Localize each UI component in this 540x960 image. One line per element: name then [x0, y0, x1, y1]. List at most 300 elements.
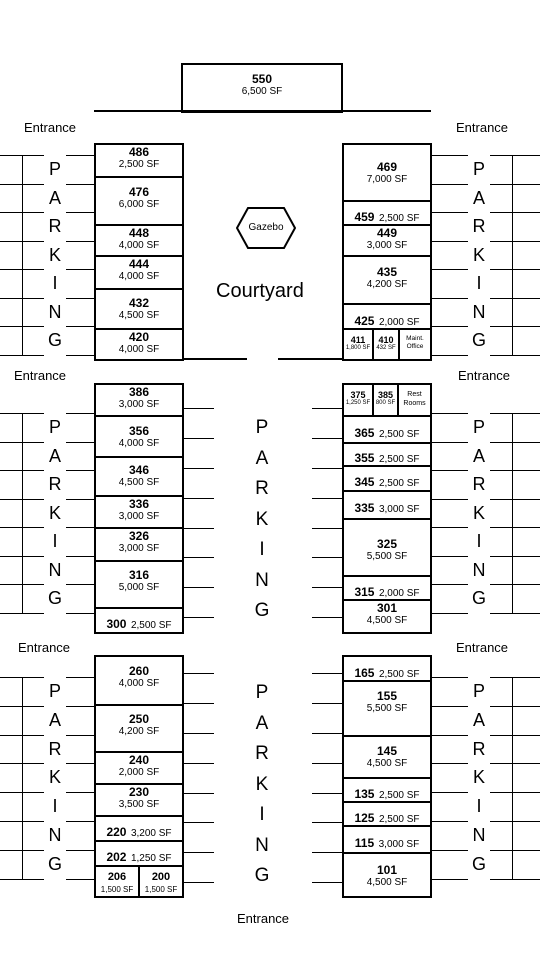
stall-line — [66, 821, 94, 822]
parking-letter: A — [48, 445, 61, 466]
unit-sf: 6,000 SF — [118, 199, 160, 210]
unit-number: 386 — [128, 385, 150, 399]
parking-letter: I — [259, 539, 265, 560]
stall-line — [490, 470, 540, 471]
unit-425[interactable] — [342, 303, 432, 330]
unit-385[interactable] — [372, 383, 399, 417]
parking-letter: N — [472, 559, 486, 580]
stall-line — [66, 155, 94, 156]
unit-449[interactable] — [342, 224, 432, 257]
parking-letter: K — [48, 767, 61, 788]
stall-line — [184, 468, 214, 469]
unit-sf: 2,000 SF — [378, 317, 420, 328]
unit-sf: 4,000 SF — [118, 678, 160, 689]
stall-divider — [512, 155, 513, 355]
unit-sf: 800 SF — [375, 400, 396, 406]
courtyard-bottom-wall-right — [278, 358, 342, 360]
stall-divider — [22, 155, 23, 355]
unit-sf: 2,500 SF — [378, 454, 420, 465]
unit-number: 425 — [354, 314, 375, 328]
stall-line — [490, 821, 540, 822]
parking-letter: R — [472, 738, 486, 759]
unit-250[interactable] — [94, 704, 184, 753]
unit-sf: 3,000 SF — [118, 511, 160, 522]
entrance-top-right: Entrance — [456, 120, 509, 135]
stall-line — [312, 587, 342, 588]
parking-letter: K — [255, 773, 269, 795]
parking-letter: N — [472, 825, 486, 845]
stall-line — [312, 408, 342, 409]
unit-number: 301 — [376, 601, 398, 615]
parking-letter: P — [255, 682, 269, 703]
stall-line — [184, 673, 214, 674]
stall-line — [312, 793, 342, 794]
unit-sf: 4,500 SF — [118, 310, 160, 321]
stall-line — [432, 527, 468, 528]
rest-rooms-label: Rest Rooms — [403, 391, 426, 407]
unit-316[interactable] — [94, 560, 184, 609]
stall-line — [66, 499, 94, 500]
parking-letter: K — [472, 502, 485, 523]
parking-letter: P — [48, 159, 61, 179]
stall-line — [432, 792, 468, 793]
parking-letter: N — [48, 301, 62, 322]
stall-line — [432, 850, 468, 851]
parking-letter: G — [471, 588, 486, 608]
unit-sf: 4,200 SF — [366, 279, 408, 290]
unit-230[interactable] — [94, 783, 184, 817]
stall-line — [432, 470, 468, 471]
parking-letter: G — [254, 865, 270, 886]
unit-number: 202 — [106, 850, 127, 864]
unit-number: 410 — [378, 335, 394, 345]
unit-sf: 3,200 SF — [130, 828, 172, 839]
stall-line — [490, 613, 540, 614]
stall-line — [184, 528, 214, 529]
unit-number: 155 — [376, 689, 398, 703]
courtyard-top-wall — [94, 110, 431, 112]
entrance-mid-right: Entrance — [458, 368, 511, 383]
unit-346[interactable] — [94, 456, 184, 497]
stall-line — [184, 557, 214, 558]
stall-line — [432, 821, 468, 822]
stall-line — [184, 408, 214, 409]
stall-line — [432, 706, 468, 707]
unit-number: 260 — [128, 664, 150, 678]
unit-sf: 3,000 SF — [118, 399, 160, 410]
stall-line — [0, 879, 44, 880]
stall-line — [66, 527, 94, 528]
stall-line — [184, 438, 214, 439]
unit-sf: 2,000 SF — [378, 588, 420, 599]
stall-line — [432, 442, 468, 443]
stall-line — [66, 556, 94, 557]
unit-sf: 3,000 SF — [366, 240, 408, 251]
entrance-mid-left: Entrance — [14, 368, 67, 383]
parking-letter: P — [472, 159, 485, 179]
unit-number: 459 — [354, 210, 375, 224]
unit-number: 420 — [128, 330, 150, 344]
stall-line — [432, 499, 468, 500]
maint-office-label: Maint. Office — [406, 335, 424, 350]
stall-line — [66, 735, 94, 736]
unit-550[interactable] — [181, 63, 343, 113]
unit-sf: 1,500 SF — [100, 885, 134, 894]
stall-line — [432, 584, 468, 585]
stall-line — [490, 184, 540, 185]
parking-letter: R — [48, 474, 62, 494]
parking-letter: P — [472, 681, 485, 701]
stall-line — [312, 882, 342, 883]
parking-letter: R — [48, 216, 62, 236]
unit-sf: 4,500 SF — [366, 615, 408, 626]
unit-number: 385 — [377, 390, 394, 400]
parking-letter: R — [472, 216, 486, 236]
unit-sf: 4,000 SF — [118, 271, 160, 282]
stall-line — [184, 587, 214, 588]
unit-number: 365 — [354, 426, 375, 440]
stall-line — [432, 212, 468, 213]
stall-divider — [512, 677, 513, 879]
parking-letter: P — [48, 417, 61, 437]
entrance-bottom: Entrance — [237, 911, 290, 926]
unit-459[interactable] — [342, 200, 432, 226]
unit-165[interactable] — [342, 655, 432, 682]
unit-200[interactable] — [138, 865, 184, 898]
stall-line — [184, 882, 214, 883]
stall-line — [184, 793, 214, 794]
unit-145[interactable] — [342, 735, 432, 779]
parking-letter: N — [48, 559, 62, 580]
parking-letter: N — [255, 834, 269, 856]
stall-line — [432, 155, 468, 156]
unit-number: 345 — [354, 475, 375, 489]
stall-line — [66, 326, 94, 327]
unit-sf: 4,500 SF — [366, 758, 408, 769]
parking-letter: I — [476, 531, 482, 551]
stall-line — [312, 733, 342, 734]
unit-301[interactable] — [342, 599, 432, 634]
stall-line — [0, 613, 44, 614]
unit-300[interactable] — [94, 607, 184, 634]
unit-355[interactable] — [342, 442, 432, 467]
unit-315[interactable] — [342, 575, 432, 601]
unit-number: 444 — [128, 257, 150, 271]
unit-sf: 4,000 SF — [118, 240, 160, 251]
unit-sf: 2,500 SF — [378, 213, 420, 224]
stall-line — [66, 850, 94, 851]
unit-number: 101 — [376, 863, 398, 877]
unit-356[interactable] — [94, 415, 184, 458]
stall-line — [66, 792, 94, 793]
unit-number: 115 — [354, 836, 375, 850]
unit-number: 335 — [354, 501, 375, 515]
parking-letter: K — [48, 502, 61, 523]
parking-letter: N — [48, 825, 62, 845]
stall-line — [490, 792, 540, 793]
unit-sf: 5,500 SF — [366, 551, 408, 562]
unit-sf: 7,000 SF — [366, 174, 408, 185]
unit-469[interactable] — [342, 143, 432, 202]
stall-line — [490, 355, 540, 356]
parking-letter: I — [259, 804, 265, 825]
courtyard-bottom-wall-left — [183, 358, 247, 360]
parking-letter: G — [471, 330, 486, 350]
stall-line — [490, 850, 540, 851]
unit-sf: 432 SF — [376, 345, 396, 351]
parking-letter: I — [52, 531, 58, 551]
parking-letter: I — [476, 273, 482, 293]
stall-line — [184, 498, 214, 499]
stall-line — [432, 326, 468, 327]
stall-line — [490, 735, 540, 736]
parking-letter: G — [471, 853, 486, 874]
unit-sf: 2,500 SF — [118, 159, 160, 170]
unit-435[interactable] — [342, 255, 432, 305]
unit-number: 206 — [107, 871, 127, 883]
parking-letter: A — [255, 447, 269, 469]
parking-letter: A — [255, 712, 269, 734]
unit-sf: 5,500 SF — [366, 703, 408, 714]
unit-number: 125 — [354, 811, 375, 825]
stall-line — [312, 852, 342, 853]
stall-line — [66, 763, 94, 764]
stall-line — [432, 556, 468, 557]
unit-155[interactable] — [342, 680, 432, 737]
stall-line — [490, 527, 540, 528]
stall-line — [490, 556, 540, 557]
stall-line — [312, 822, 342, 823]
unit-sf: 2,000 SF — [118, 767, 160, 778]
parking-letter: G — [47, 330, 62, 350]
unit-number: 435 — [376, 265, 398, 279]
unit-386[interactable] — [94, 383, 184, 417]
unit-326[interactable] — [94, 527, 184, 562]
stall-line — [184, 617, 214, 618]
unit-number: 355 — [354, 451, 375, 465]
parking-letter: G — [47, 853, 62, 874]
unit-336[interactable] — [94, 495, 184, 529]
stall-line — [432, 763, 468, 764]
stall-line — [184, 733, 214, 734]
unit-number: 375 — [350, 390, 366, 400]
stall-line — [490, 212, 540, 213]
unit-number: 476 — [128, 185, 150, 199]
parking-letter: A — [472, 445, 485, 466]
unit-365[interactable] — [342, 415, 432, 444]
parking-letter: P — [255, 417, 269, 438]
unit-202[interactable] — [94, 840, 184, 867]
unit-number: 165 — [354, 666, 375, 680]
parking-letter: R — [472, 474, 486, 494]
unit-135[interactable] — [342, 777, 432, 803]
unit-sf: 2,500 SF — [378, 814, 420, 825]
stall-line — [184, 852, 214, 853]
unit-220[interactable] — [94, 815, 184, 842]
unit-411[interactable] — [342, 328, 374, 361]
entrance-low-right: Entrance — [456, 640, 509, 655]
stall-line — [490, 413, 540, 414]
unit-476[interactable] — [94, 176, 184, 226]
parking-letter: A — [48, 187, 61, 208]
stall-line — [490, 241, 540, 242]
maint-office[interactable] — [398, 328, 432, 361]
stall-line — [312, 528, 342, 529]
unit-number: 240 — [128, 753, 150, 767]
unit-sf: 4,000 SF — [118, 438, 160, 449]
parking-letter: A — [472, 187, 485, 208]
unit-335[interactable] — [342, 490, 432, 520]
parking-letter: K — [472, 244, 485, 265]
unit-number: 326 — [128, 529, 150, 543]
unit-number: 316 — [128, 568, 150, 582]
stall-line — [490, 677, 540, 678]
stall-line — [312, 557, 342, 558]
unit-sf: 4,000 SF — [118, 344, 160, 355]
unit-number: 449 — [376, 226, 398, 240]
stall-line — [432, 677, 468, 678]
parking-letter: N — [472, 301, 486, 322]
unit-sf: 2,500 SF — [378, 669, 420, 680]
unit-432[interactable] — [94, 288, 184, 330]
unit-486[interactable] — [94, 143, 184, 178]
stall-line — [66, 442, 94, 443]
unit-125[interactable] — [342, 801, 432, 827]
unit-sf: 4,500 SF — [366, 877, 408, 888]
unit-sf: 3,000 SF — [378, 839, 420, 850]
unit-number: 325 — [376, 537, 398, 551]
unit-number: 315 — [354, 585, 375, 599]
unit-number: 300 — [106, 617, 127, 631]
parking-letter: G — [47, 588, 62, 608]
unit-sf: 2,500 SF — [378, 478, 420, 489]
stall-line — [66, 677, 94, 678]
unit-375[interactable] — [342, 383, 374, 417]
stall-line — [66, 879, 94, 880]
stall-divider — [22, 677, 23, 879]
stall-line — [66, 184, 94, 185]
stall-line — [66, 470, 94, 471]
stall-divider — [22, 413, 23, 613]
unit-444[interactable] — [94, 255, 184, 290]
stall-line — [490, 706, 540, 707]
stall-line — [66, 241, 94, 242]
parking-letter: R — [48, 738, 62, 759]
unit-115[interactable] — [342, 825, 432, 854]
unit-206[interactable] — [94, 865, 140, 898]
stall-line — [432, 298, 468, 299]
stall-line — [66, 613, 94, 614]
stall-line — [432, 735, 468, 736]
unit-sf: 1,800 SF — [345, 345, 371, 351]
stall-line — [490, 499, 540, 500]
unit-sf: 4,500 SF — [118, 477, 160, 488]
unit-number: 250 — [128, 712, 150, 726]
stall-line — [312, 703, 342, 704]
stall-line — [66, 212, 94, 213]
unit-101[interactable] — [342, 852, 432, 898]
courtyard-label: Courtyard — [216, 280, 304, 302]
stall-line — [432, 184, 468, 185]
unit-sf: 2,500 SF — [130, 620, 172, 631]
stall-line — [66, 298, 94, 299]
stall-line — [184, 822, 214, 823]
stall-line — [312, 617, 342, 618]
stall-line — [490, 326, 540, 327]
parking-letter: P — [48, 681, 61, 701]
stall-line — [432, 413, 468, 414]
stall-line — [490, 298, 540, 299]
unit-sf: 2,500 SF — [378, 790, 420, 801]
stall-line — [66, 584, 94, 585]
entrance-top-left: Entrance — [24, 120, 77, 135]
gazebo-label: Gazebo — [248, 222, 284, 233]
unit-number: 469 — [376, 160, 398, 174]
parking-letter: I — [52, 796, 58, 817]
stall-line — [432, 613, 468, 614]
parking-letter: R — [255, 478, 269, 499]
unit-number: 230 — [128, 785, 150, 799]
stall-line — [312, 438, 342, 439]
unit-sf: 4,200 SF — [118, 726, 160, 737]
unit-sf: 1,250 SF — [345, 400, 371, 406]
stall-line — [490, 584, 540, 585]
unit-sf: 1,500 SF — [144, 885, 178, 894]
unit-number: 200 — [151, 871, 171, 883]
stall-line — [66, 706, 94, 707]
unit-448[interactable] — [94, 224, 184, 257]
stall-line — [490, 879, 540, 880]
parking-letter: A — [48, 709, 61, 730]
stall-line — [432, 879, 468, 880]
stall-line — [312, 763, 342, 764]
stall-divider — [512, 413, 513, 613]
unit-number: 220 — [106, 825, 127, 839]
entrance-low-left: Entrance — [18, 640, 71, 655]
stall-line — [312, 468, 342, 469]
stall-line — [312, 498, 342, 499]
unit-sf: 5,000 SF — [118, 582, 160, 593]
unit-260[interactable] — [94, 655, 184, 706]
parking-letter: I — [52, 273, 58, 293]
unit-345[interactable] — [342, 465, 432, 492]
stall-line — [432, 355, 468, 356]
unit-325[interactable] — [342, 518, 432, 577]
stall-line — [66, 269, 94, 270]
parking-letter: P — [472, 417, 485, 437]
stall-line — [432, 241, 468, 242]
parking-letter: K — [48, 244, 61, 265]
parking-letter: K — [255, 508, 269, 530]
unit-number: 346 — [128, 463, 150, 477]
stall-line — [66, 413, 94, 414]
unit-410[interactable] — [372, 328, 400, 361]
parking-letter: N — [255, 569, 269, 591]
rest-rooms[interactable] — [397, 383, 432, 417]
stall-line — [66, 355, 94, 356]
unit-240[interactable] — [94, 751, 184, 785]
unit-number: 432 — [128, 296, 150, 310]
stall-line — [184, 763, 214, 764]
unit-sf: 6,500 SF — [241, 86, 283, 97]
stall-line — [0, 355, 44, 356]
unit-number: 411 — [350, 335, 366, 345]
unit-420[interactable] — [94, 328, 184, 361]
parking-letter: A — [472, 709, 485, 730]
unit-number: 486 — [128, 145, 150, 159]
stall-line — [490, 269, 540, 270]
unit-sf: 3,000 SF — [378, 504, 420, 515]
